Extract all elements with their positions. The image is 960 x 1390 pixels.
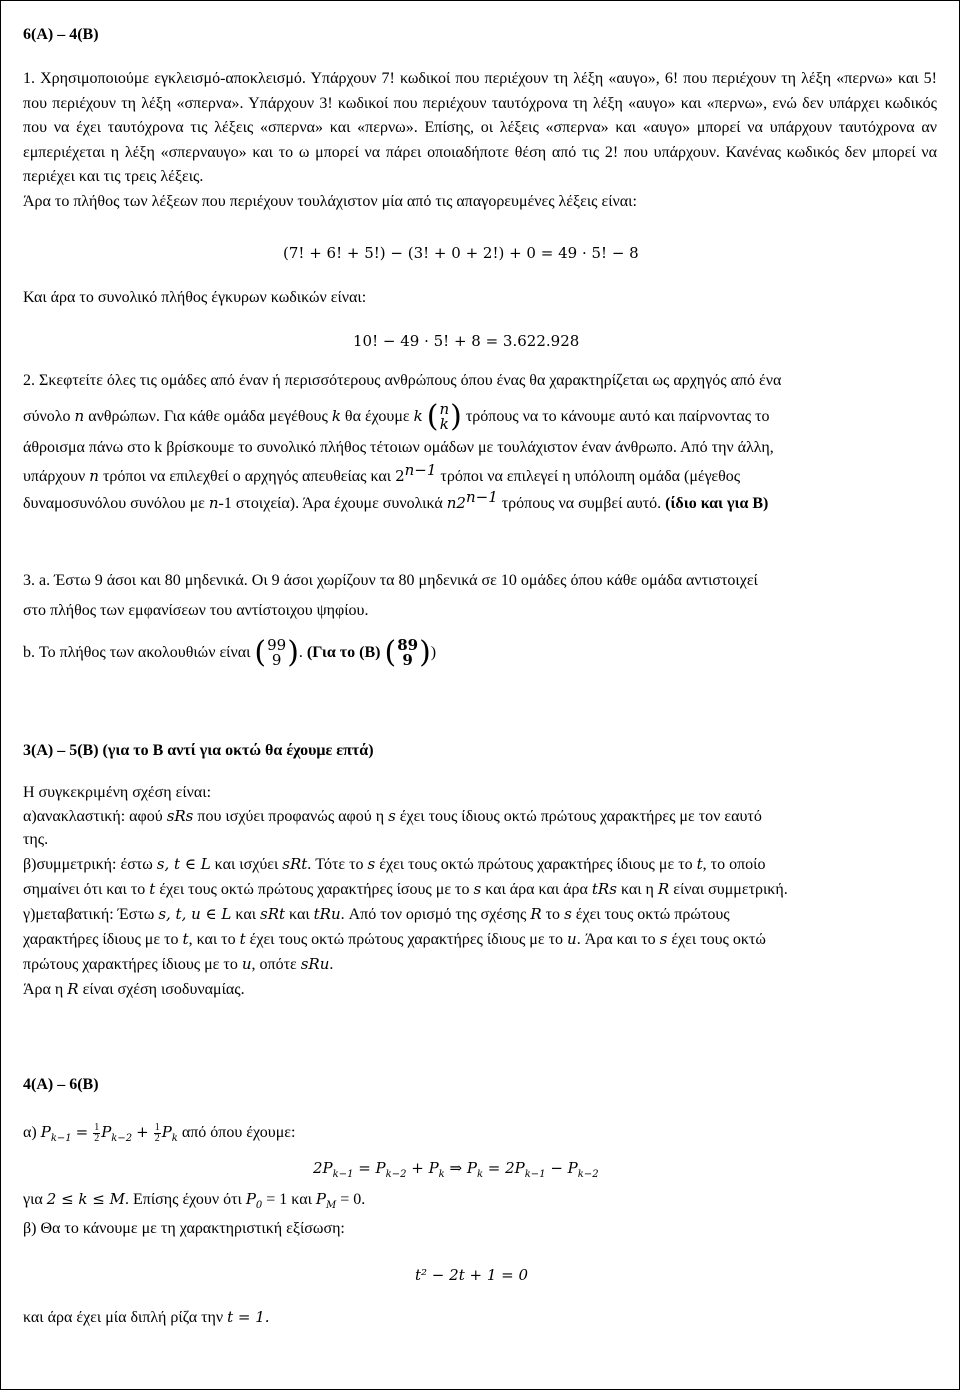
section-5 <box>23 1073 937 1148</box>
s2-line4: υπάρχουν n τρόποι να επιλεχθεί ο αρχηγός απευθείας και $2^{n-1}$ τρόποι να επιλεγεί η υπόλοιπη ομάδα (μέγεθος <box>23 461 741 485</box>
s5-line1: α) $P_{k-1}$ = $\frac{1}{2}$ $P_{k-2}$ + $\frac{1}{2}$ $P_k$ από όπου έχουμε: <box>23 1121 296 1144</box>
s1-paragraph: 1. Χρησιμοποιούμε εγκλεισμό-αποκλεισμό. Υπάρχουν 7! κωδικοί που περιέχουν τη λέξη «αυγο», 6! που περιέχουν τη λέξη «περνω» και 5! που περιέχουν τη λέξη «σπερνα». Υπάρχουν 3! κωδικοί που περιέχουν ταυτόχρονα τη λέξη «αυγο» και «περνω», ενώ δεν υπάρχει κωδικός που να έχει ταυτόχρονα τις λέξεις «σπερνα» και «περνω». Επίσης, οι λέξεις «σπερνα» και «αυγο» μπορεί να υπάρχουν ταυτόχρονα αν εμπεριέχεται η λέξη «σπερναυγο» και το ω μπορεί να πάρει οποιαδήποτε θέση από τις 2! που υπάρχουν. Κανένας κωδικός δεν μπορεί να περιέχει και τις τρεις λέξεις. <box>23 70 937 185</box>
binomial-89-9: ( 89 9 ) <box>384 635 431 671</box>
s4-line3: της. <box>23 831 49 848</box>
s2-line2: σύνολο n ανθρώπων. Για κάθε ομάδα μεγέθους k θα έχουμε k ( n k ) τρόπους να το κάνουμε αυτό και παίρνοντας το <box>23 399 770 435</box>
s4-line2: α)ανακλαστική: αφού sRs που ισχύει προφανώς αφού η s έχει τους ίδιους οκτώ πρώτους χαρακτήρες με τον εαυτό <box>23 807 762 825</box>
s4-line6: γ)μεταβατική: Έστω s, t, u ∈ L και sRt και tRu. Από τον ορισμό της σχέσης R το s έχει τους οκτώ πρώτους <box>23 905 730 923</box>
s5-line2: για 2 ≤ k ≤ M. Επίσης έχουν ότι $P_0 = 1$ και $P_M = 0$. <box>23 1190 366 1211</box>
s4-line8: πρώτους χαρακτήρες ίδιους με το u, οπότε sRu. <box>23 955 334 973</box>
s4-line9: Άρα η R είναι σχέση ισοδυναμίας. <box>23 980 245 998</box>
s5-line4: και άρα έχει μία διπλή ρίζα την t = 1. <box>23 1308 270 1326</box>
s4-line5: σημαίνει ότι και το t έχει τους οκτώ πρώτους χαρακτήρες ίσους με το s και άρα και άρα tRs και η R είναι συμμετρική. <box>23 880 788 898</box>
section-3 <box>23 569 937 671</box>
s4-line4: β)συμμετρική: έστω s, t ∈ L και ισχύει sRt. Τότε το s έχει τους οκτώ πρώτους χαρακτήρες ίδιους με το t, το οποίο <box>23 855 766 873</box>
s5-equation-2: t² − 2t + 1 = 0 <box>415 1266 529 1284</box>
s1-line3: Και άρα το συνολικό πλήθος έγκυρων κωδικών είναι: <box>23 289 367 306</box>
s3-line2: στο πλήθος των εμφανίσεων του αντίστοιχου ψηφίου. <box>23 602 369 619</box>
s3-line1: 3. a. Έστω 9 άσοι και 80 μηδενικά. Οι 9 άσοι χωρίζουν τα 80 μηδενικά σε 10 ομάδες όπου κάθε ομάδα αντιστοιχεί <box>23 572 758 589</box>
s1-equation-1: (7! + 6! + 5!) − (3! + 0 + 2!) + 0 = 49 · 5! − 8 <box>283 244 639 262</box>
s2-line5: δυναμοσυνόλου συνόλου με n-1 στοιχεία). Άρα έχουμε συνολικά $n2^{n-1}$ τρόπους να συμβεί αυτό. (ίδιο και για Β) <box>23 488 769 512</box>
section-header: 6(A) – 4(B) <box>23 26 99 43</box>
binomial-n-k: ( n k ) <box>426 399 462 435</box>
binomial-99-9: ( 99 9 ) <box>254 635 299 671</box>
section-1 <box>23 67 937 214</box>
s5-equation: $2P_{k-1} = P_{k-2} + P_k$ ⇒ $P_k = 2P_{k-1} - P_{k-2}$ <box>313 1159 599 1180</box>
s1-equation-2: 10! − 49 · 5! + 8 = 3.622.928 <box>353 332 580 350</box>
section-4 <box>23 739 937 1002</box>
s5-line3: β) Θα το κάνουμε με τη χαρακτηριστική εξίσωση: <box>23 1220 345 1237</box>
s4-title: 3(Α) – 5(Β) (για το Β αντί για οκτώ θα έχουμε επτά) <box>23 742 374 759</box>
s2-line3: άθροισμα πάνω στο k βρίσκουμε το συνολικό πλήθος τέτοιων ομάδων με τουλάχιστον έναν άνθρωπο. Από την άλλη, <box>23 439 774 456</box>
s1-line2: Άρα το πλήθος των λέξεων που περιέχουν τουλάχιστον μία από τις απαγορευμένες λέξεις είναι: <box>23 192 637 210</box>
s2-line1: 2. Σκεφτείτε όλες τις ομάδες από έναν ή περισσότερους ανθρώπους όπου ένας θα χαρακτηρίζεται ως αρχηγός από ένα <box>23 372 782 389</box>
s4-line7: χαρακτήρες ίδιους με το t, και το t έχει τους οκτώ πρώτους χαρακτήρες ίδιους με το u. Άρα και το s έχει τους οκτώ <box>23 930 766 948</box>
s4-line1: Η συγκεκριμένη σχέση είναι: <box>23 784 212 801</box>
section-2 <box>23 369 937 516</box>
s3-line3: b. Το πλήθος των ακολουθιών είναι ( 99 9 ) . (Για το (Β) ( 89 9 ) ) <box>23 635 437 671</box>
s5-title: 4(Α) – 6(Β) <box>23 1076 99 1093</box>
